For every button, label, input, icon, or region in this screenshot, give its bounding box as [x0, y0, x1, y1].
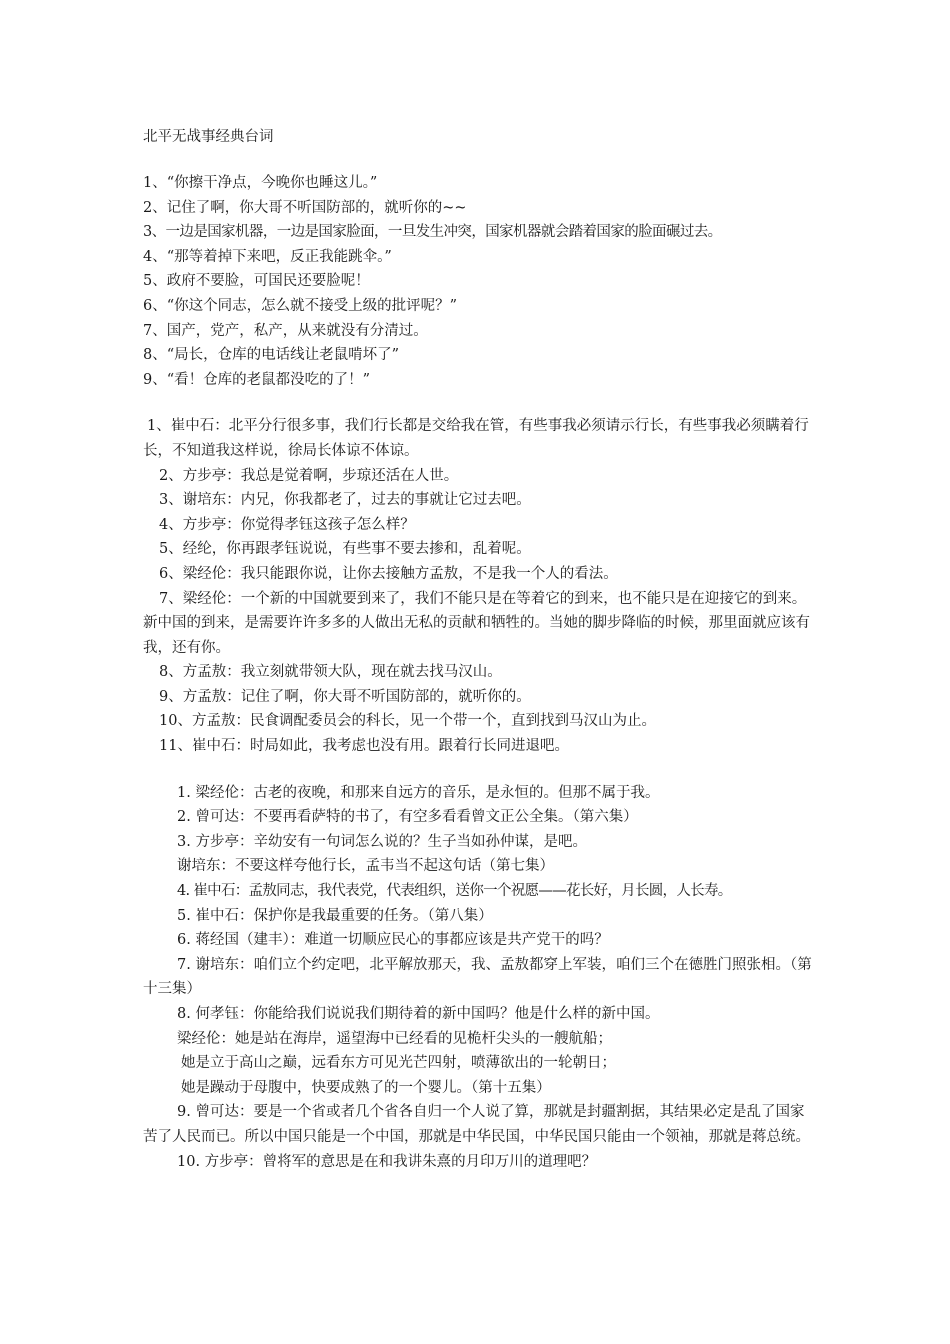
quote-paragraph: 7. 谢培东：咱们立个约定吧，北平解放那天，我、孟敖都穿上军装，咱们三个在德胜门照张相。（第十三集）	[143, 956, 812, 998]
quote-line: 4. 崔中石：孟敖同志，我代表党，代表组织，送你一个祝愿——花长好，月长圆，人长寿。	[177, 883, 732, 900]
quote-line: 11、崔中石：时局如此，我考虑也没有用。跟着行长同进退吧。	[159, 738, 569, 755]
quote-line: 4、“那等着掉下来吧，反正我能跳伞。”	[143, 248, 392, 265]
quote-line: 4、方步亭：你觉得孝钰这孩子怎么样？	[159, 516, 415, 533]
quote-line: 1. 梁经伦：古老的夜晚，和那来自远方的音乐，是永恒的。但那不属于我。	[177, 784, 660, 801]
quote-line: 6、梁经伦：我只能跟你说，让你去接触方孟敖，不是我一个人的看法。	[159, 565, 618, 582]
quote-line: 3、一边是国家机器，一边是国家脸面，一旦发生冲突，国家机器就会踏着国家的脸面碾过去。	[143, 224, 722, 241]
quote-line: 3、谢培东：内兄，你我都老了，过去的事就让它过去吧。	[159, 492, 531, 509]
quote-line: 10、方孟敖：民食调配委员会的科长，见一个带一个，直到找到马汉山为止。	[159, 713, 656, 730]
section-quotes-3	[143, 781, 813, 1175]
section-gap	[143, 392, 813, 414]
quote-line: 2、记住了啊，你大哥不听国防部的，就听你的~~	[143, 199, 467, 216]
quote-line: 7、国产，党产，私产，从来就没有分清过。	[143, 322, 428, 339]
quote-line: 2. 曾可达：不要再看萨特的书了，有空多看看曾文正公全集。（第六集）	[177, 809, 638, 826]
quote-line: 10. 方步亭：曾将军的意思是在和我讲朱熹的月印万川的道理吧？	[177, 1153, 597, 1170]
section-quotes-1	[143, 171, 813, 392]
quote-line: 3. 方步亭：辛幼安有一句词怎么说的？生子当如孙仲谋，是吧。	[177, 833, 587, 850]
quote-line: 5、政府不要脸，可国民还要脸呢！	[143, 273, 370, 290]
section-quotes-2	[143, 414, 813, 758]
quote-line: 5. 崔中石：保护你是我最重要的任务。（第八集）	[177, 907, 493, 924]
quote-line: 8、“局长，仓库的电话线让老鼠啃坏了”	[143, 347, 400, 364]
quote-line: 9、方孟敖：记住了啊，你大哥不听国防部的，就听你的。	[159, 688, 531, 705]
quote-paragraph: 1、崔中石：北平分行很多事，我们行长都是交给我在管，有些事我必须请示行长，有些事我必须瞒着行长，不知道我这样说，徐局长体谅不体谅。	[143, 418, 809, 459]
document-body	[143, 125, 813, 1174]
quote-line: 谢培东：不要这样夸他行长，孟韦当不起这句话（第七集）	[177, 858, 554, 875]
quote-line: 6、“你这个同志，怎么就不接受上级的批评呢？”	[143, 297, 458, 314]
quote-line: 9、“看！仓库的老鼠都没吃的了！”	[143, 371, 371, 388]
quote-line: 6. 蒋经国（建丰）：难道一切顺应民心的事都应该是共产党干的吗？	[177, 932, 609, 949]
section-gap	[143, 759, 813, 781]
quote-paragraph: 9. 曾可达：要是一个省或者几个省各自归一个人说了算，那就是封疆割据，其结果必定是乱了国家苦了人民而已。所以中国只能是一个中国，那就是中华民国，中华民国只能由一个领袖，那就是蒋总统。	[143, 1104, 810, 1145]
quote-line: 8、方孟敖：我立刻就带领大队，现在就去找马汉山。	[159, 664, 502, 681]
document-title: 北平无战事经典台词	[143, 129, 274, 145]
quote-line: 2、方步亭：我总是觉着啊，步琼还活在人世。	[159, 467, 459, 484]
quote-line: 她是躁动于母腹中，快要成熟了的一个婴儿。（第十五集）	[181, 1079, 551, 1096]
quote-line: 梁经伦：她是站在海岸，遥望海中已经看的见桅杆尖头的一艘航船；	[177, 1030, 612, 1047]
quote-line: 1、“你擦干净点，今晚你也睡这儿。”	[143, 175, 378, 191]
quote-line: 5、经纶，你再跟孝钰说说，有些事不要去掺和，乱着呢。	[159, 541, 531, 558]
quote-line: 她是立于高山之巅，远看东方可见光芒四射，喷薄欲出的一轮朝日；	[181, 1055, 616, 1072]
quote-line: 8. 何孝钰：你能给我们说说我们期待着的新中国吗？他是什么样的新中国。	[177, 1006, 660, 1022]
quote-paragraph: 7、梁经伦：一个新的中国就要到来了，我们不能只是在等着它的到来，也不能只是在迎接它的到来。新中国的到来，是需要许许多多的人做出无私的贡献和牺牲的。当她的脚步降临的时候，那里面就应该有我，还有你。	[143, 590, 810, 656]
